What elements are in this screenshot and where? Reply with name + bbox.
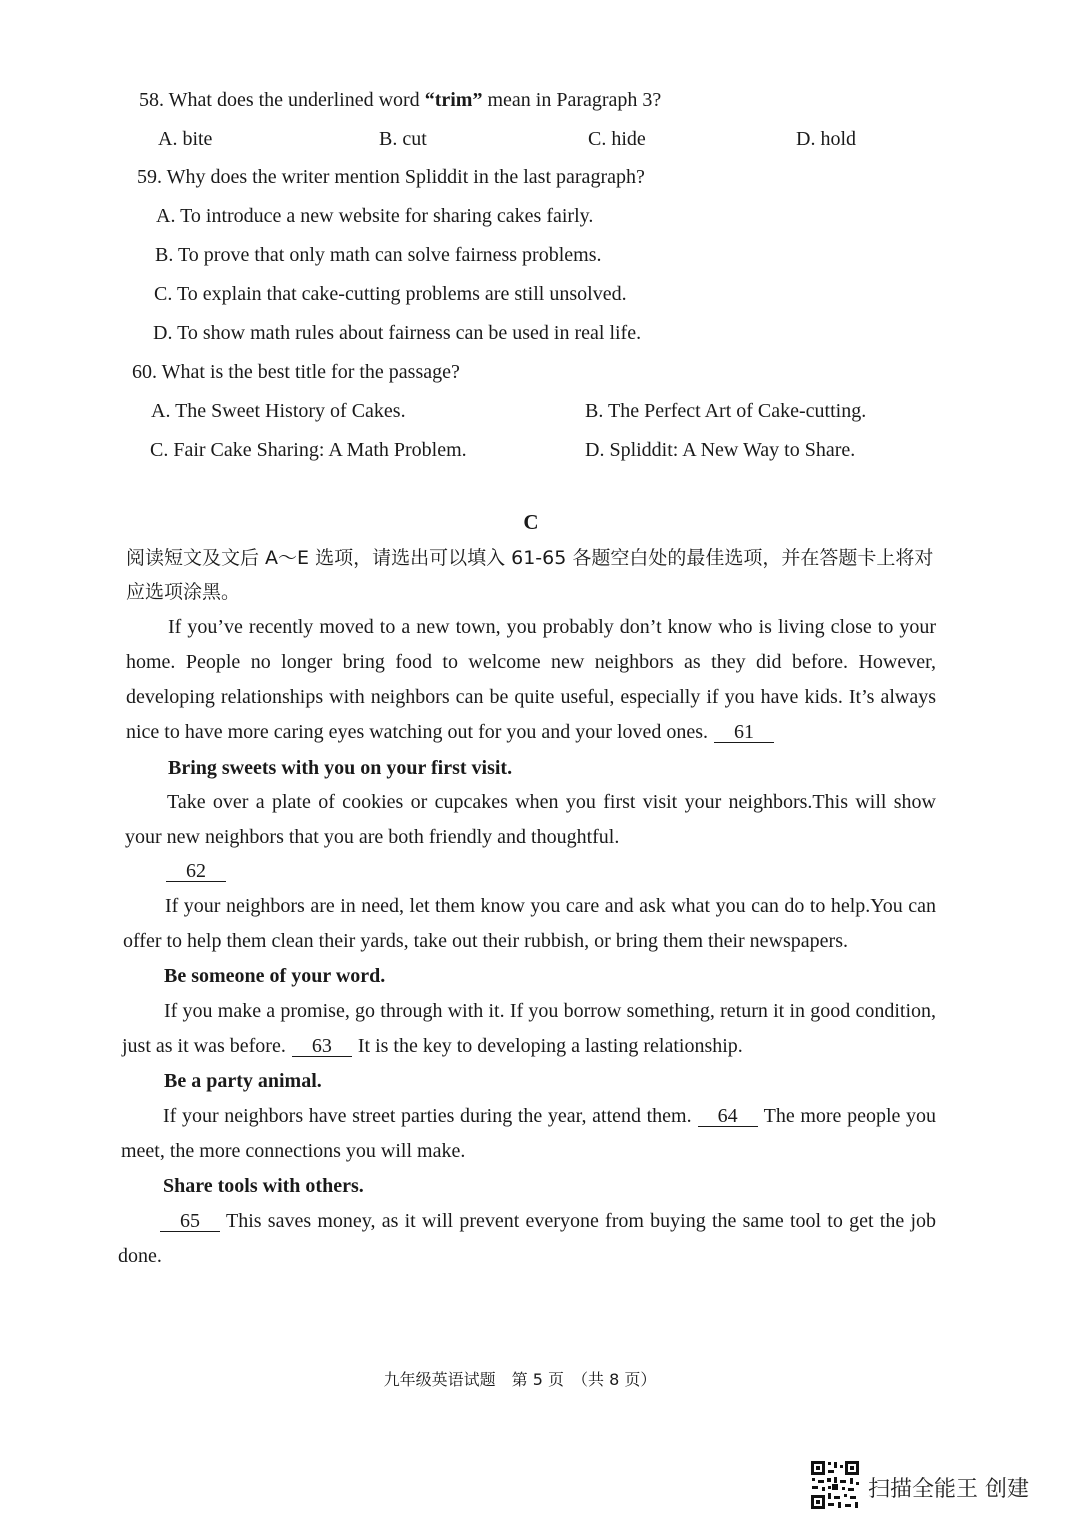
- question-58: [139, 88, 661, 112]
- q60-option-a: A. The Sweet History of Cakes.: [151, 400, 406, 422]
- tip-paragraph-3-text-a: If you make a promise, go through with it. If you borrow something, return it in good condition, just as it was before.: [122, 1000, 936, 1057]
- tip-paragraph-5-text: This saves money, as it will prevent everyone from buying the same tool to get the job done.: [118, 1210, 936, 1267]
- blank-64: 64: [698, 1106, 758, 1127]
- q60-option-d: D. Spliddit: A New Way to Share.: [585, 439, 856, 461]
- tip-heading-3: Be someone of your word.: [164, 965, 386, 987]
- q59-option-b: B. To prove that only math can solve fairness problems.: [155, 244, 602, 266]
- question-59: 59. Why does the writer mention Spliddit in the last paragraph?: [137, 166, 645, 188]
- section-instructions: 阅读短文及文后 A～E 选项，请选出可以填入 61-65 各题空白处的最佳选项，并在答题卡上将对应选项涂黑。: [126, 547, 934, 603]
- tip-paragraph-4-text-b: The more people you meet, the more connections you will make.: [121, 1105, 937, 1162]
- question-60: 60. What is the best title for the passage?: [132, 361, 460, 383]
- blank-65: 65: [160, 1211, 220, 1232]
- q60-option-b: B. The Perfect Art of Cake-cutting.: [585, 400, 867, 422]
- tip-paragraph-3: [122, 994, 936, 1064]
- tip-paragraph-4-text-a: If your neighbors have street parties during the year, attend them.: [163, 1105, 692, 1127]
- tip-paragraph-2: If your neighbors are in need, let them know you care and ask what you can do to help.You can offer to help them clean their yards, take out their rubbish, or bring them their newspapers.: [123, 895, 936, 952]
- blank-63: 63: [292, 1036, 352, 1057]
- tip-paragraph-3-text-b: It is the key to developing a lasting relationship.: [357, 1035, 743, 1057]
- q59-option-a: A. To introduce a new website for sharing cakes fairly.: [156, 205, 594, 227]
- tip-paragraph-5: [118, 1204, 936, 1274]
- tip-paragraph-4: [121, 1099, 936, 1169]
- blank-62-line: [166, 854, 232, 889]
- tip-paragraph-1: Take over a plate of cookies or cupcakes when you first visit your neighbors.This will show your new neighbors that you are both friendly and thoughtful.: [125, 791, 936, 848]
- q58-option-c: C. hide: [588, 128, 646, 150]
- page-footer: 九年级英语试题 第 5 页 （共 8 页）: [383, 1370, 657, 1389]
- q59-option-d: D. To show math rules about fairness can be used in real life.: [153, 322, 642, 344]
- tip-heading-1: Bring sweets with you on your first visit.: [168, 757, 513, 779]
- tip-heading-4: Be a party animal.: [164, 1070, 322, 1092]
- tip-heading-5: Share tools with others.: [163, 1175, 364, 1197]
- blank-62: 62: [166, 861, 226, 882]
- q58-option-b: B. cut: [379, 128, 427, 150]
- scanner-watermark: 扫描全能王 创建: [868, 1477, 1029, 1502]
- question-58-suffix: mean in Paragraph 3?: [482, 89, 662, 111]
- section-heading: C: [523, 510, 539, 534]
- q58-option-d: D. hold: [796, 128, 856, 150]
- q60-option-c: C. Fair Cake Sharing: A Math Problem.: [150, 439, 467, 461]
- intro-text: If you’ve recently moved to a new town, you probably don’t know who is living close to your home. People no longer bring food to welcome new neighbors as they did before. However, developing relationships with neighbors can be quite useful, especially if you have kids. It’s always nice to have more caring eyes watching out for you and your loved ones.: [126, 616, 936, 743]
- q59-option-c: C. To explain that cake-cutting problems are still unsolved.: [154, 283, 627, 305]
- intro-paragraph: [126, 610, 936, 750]
- q58-option-a: A. bite: [158, 128, 213, 150]
- qr-code-icon: [810, 1460, 860, 1510]
- blank-61: 61: [714, 722, 774, 743]
- question-58-prefix: 58. What does the underlined word: [139, 89, 425, 111]
- question-58-word: “trim”: [424, 89, 483, 111]
